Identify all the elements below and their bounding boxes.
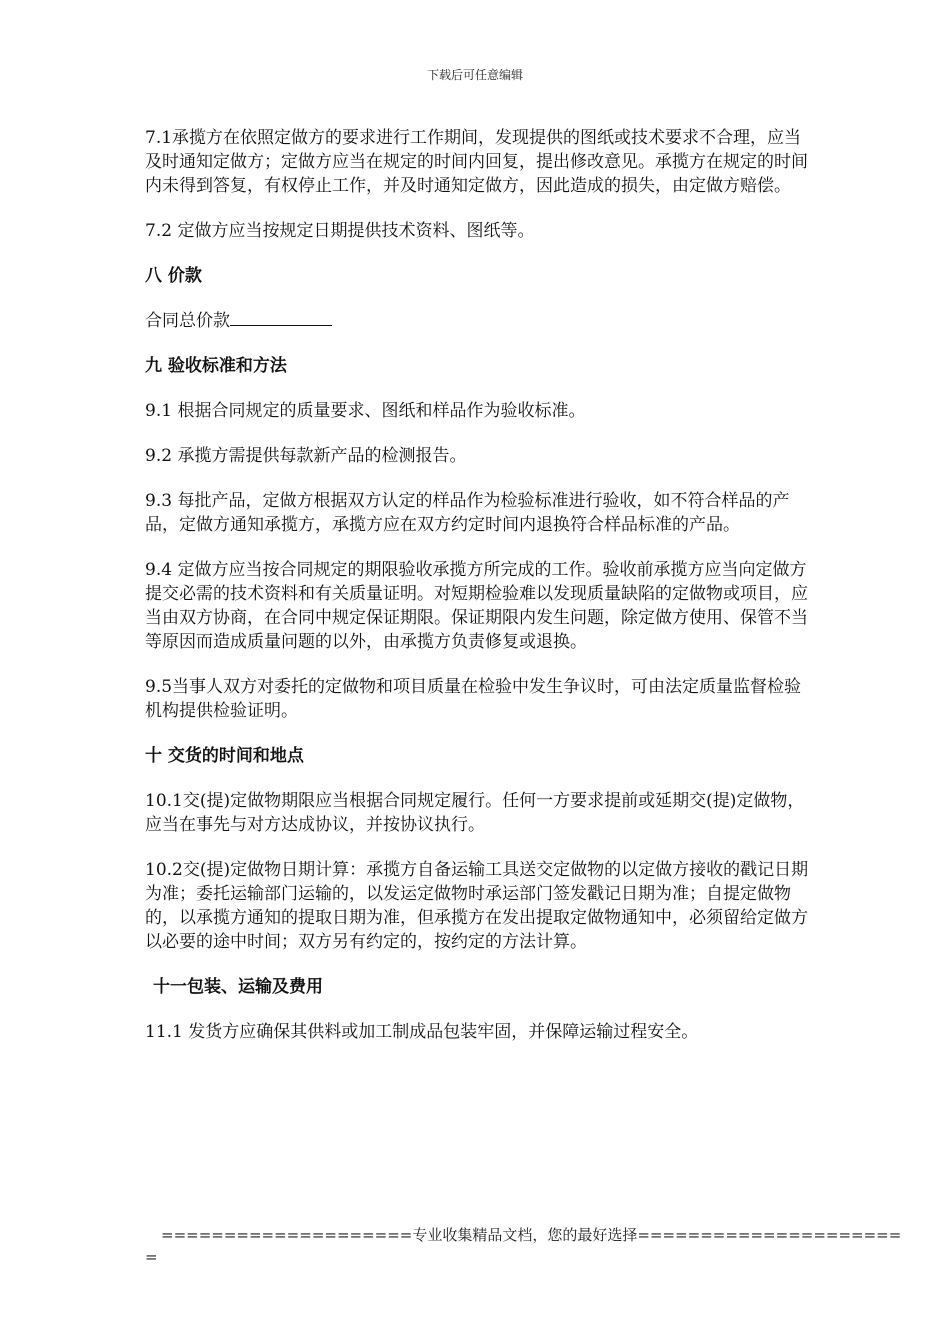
total-price-blank <box>230 309 332 326</box>
clause-10-2: 10.2交(提)定做物日期计算：承揽方自备运输工具送交定做物的以定做方接收的戳记日期为准；委托运输部门运输的，以发运定做物时承运部门签发戳记日期为准；自提定做物的，以承揽方通知的提取日期为准，但承揽方在发出提取定做物通知中，必须留给定做方以必要的途中时间；双方另有约定的，按约定的方法计算。 <box>145 860 809 952</box>
section-heading-price: 八 价款 <box>145 266 202 286</box>
clause-7-1: 7.1承揽方在依照定做方的要求进行工作期间，发现提供的图纸或技术要求不合理，应当及时通知定做方；定做方应当在规定的时间内回复，提出修改意见。承揽方在规定的时间内未得到答复，有权停止工作，并及时通知定做方，因此造成的损失，由定做方赔偿。 <box>145 128 808 196</box>
clause-9-5: 9.5当事人双方对委托的定做物和项目质量在检验中发生争议时，可由法定质量监督检验机构提供检验证明。 <box>145 677 802 721</box>
page-footer <box>145 1224 902 1268</box>
clause-9-4: 9.4 定做方应当按合同规定的期限验收承揽方所完成的工作。验收前承揽方应当向定做方提交必需的技术资料和有关质量证明。对短期检验难以发现质量缺陷的定做物或项目，应当由双方协商，在合同中规定保证期限。保证期限内发生问题，除定做方使用、保管不当等原因而造成质量问题的以外，由承揽方负责修复或退换。 <box>145 560 808 652</box>
page-header: 下载后可任意编辑 <box>426 68 523 82</box>
section-heading-acceptance: 九 验收标准和方法 <box>145 356 287 376</box>
clause-7-2: 7.2 定做方应当按规定日期提供技术资料、图纸等。 <box>145 221 535 241</box>
total-price-line <box>145 309 815 333</box>
clause-9-2: 9.2 承揽方需提供每款新产品的检测报告。 <box>145 446 467 466</box>
footer-line-1: ====================专业收集精品文档，您的最好选择===================== <box>161 1226 902 1244</box>
clause-9-1: 9.1 根据合同规定的质量要求、图纸和样品作为验收标准。 <box>145 401 586 421</box>
clause-11-1: 11.1 发货方应确保其供料或加工制成品包装牢固，并保障运输过程安全。 <box>145 1022 699 1042</box>
footer-line-2: = <box>145 1248 158 1266</box>
section-heading-packaging: 十一包装、运输及费用 <box>153 977 323 997</box>
section-heading-delivery: 十 交货的时间和地点 <box>145 746 304 766</box>
clause-10-1: 10.1交(提)定做物期限应当根据合同规定履行。任何一方要求提前或延期交(提)定做物，应当在事先与对方达成协议，并按协议执行。 <box>145 791 805 835</box>
document-body <box>145 126 815 1065</box>
clause-9-3: 9.3 每批产品，定做方根据双方认定的样品作为检验标准进行验收，如不符合样品的产品，定做方通知承揽方，承揽方应在双方约定时间内退换符合样品标准的产品。 <box>145 491 790 535</box>
total-price-label: 合同总价款 <box>145 311 230 331</box>
